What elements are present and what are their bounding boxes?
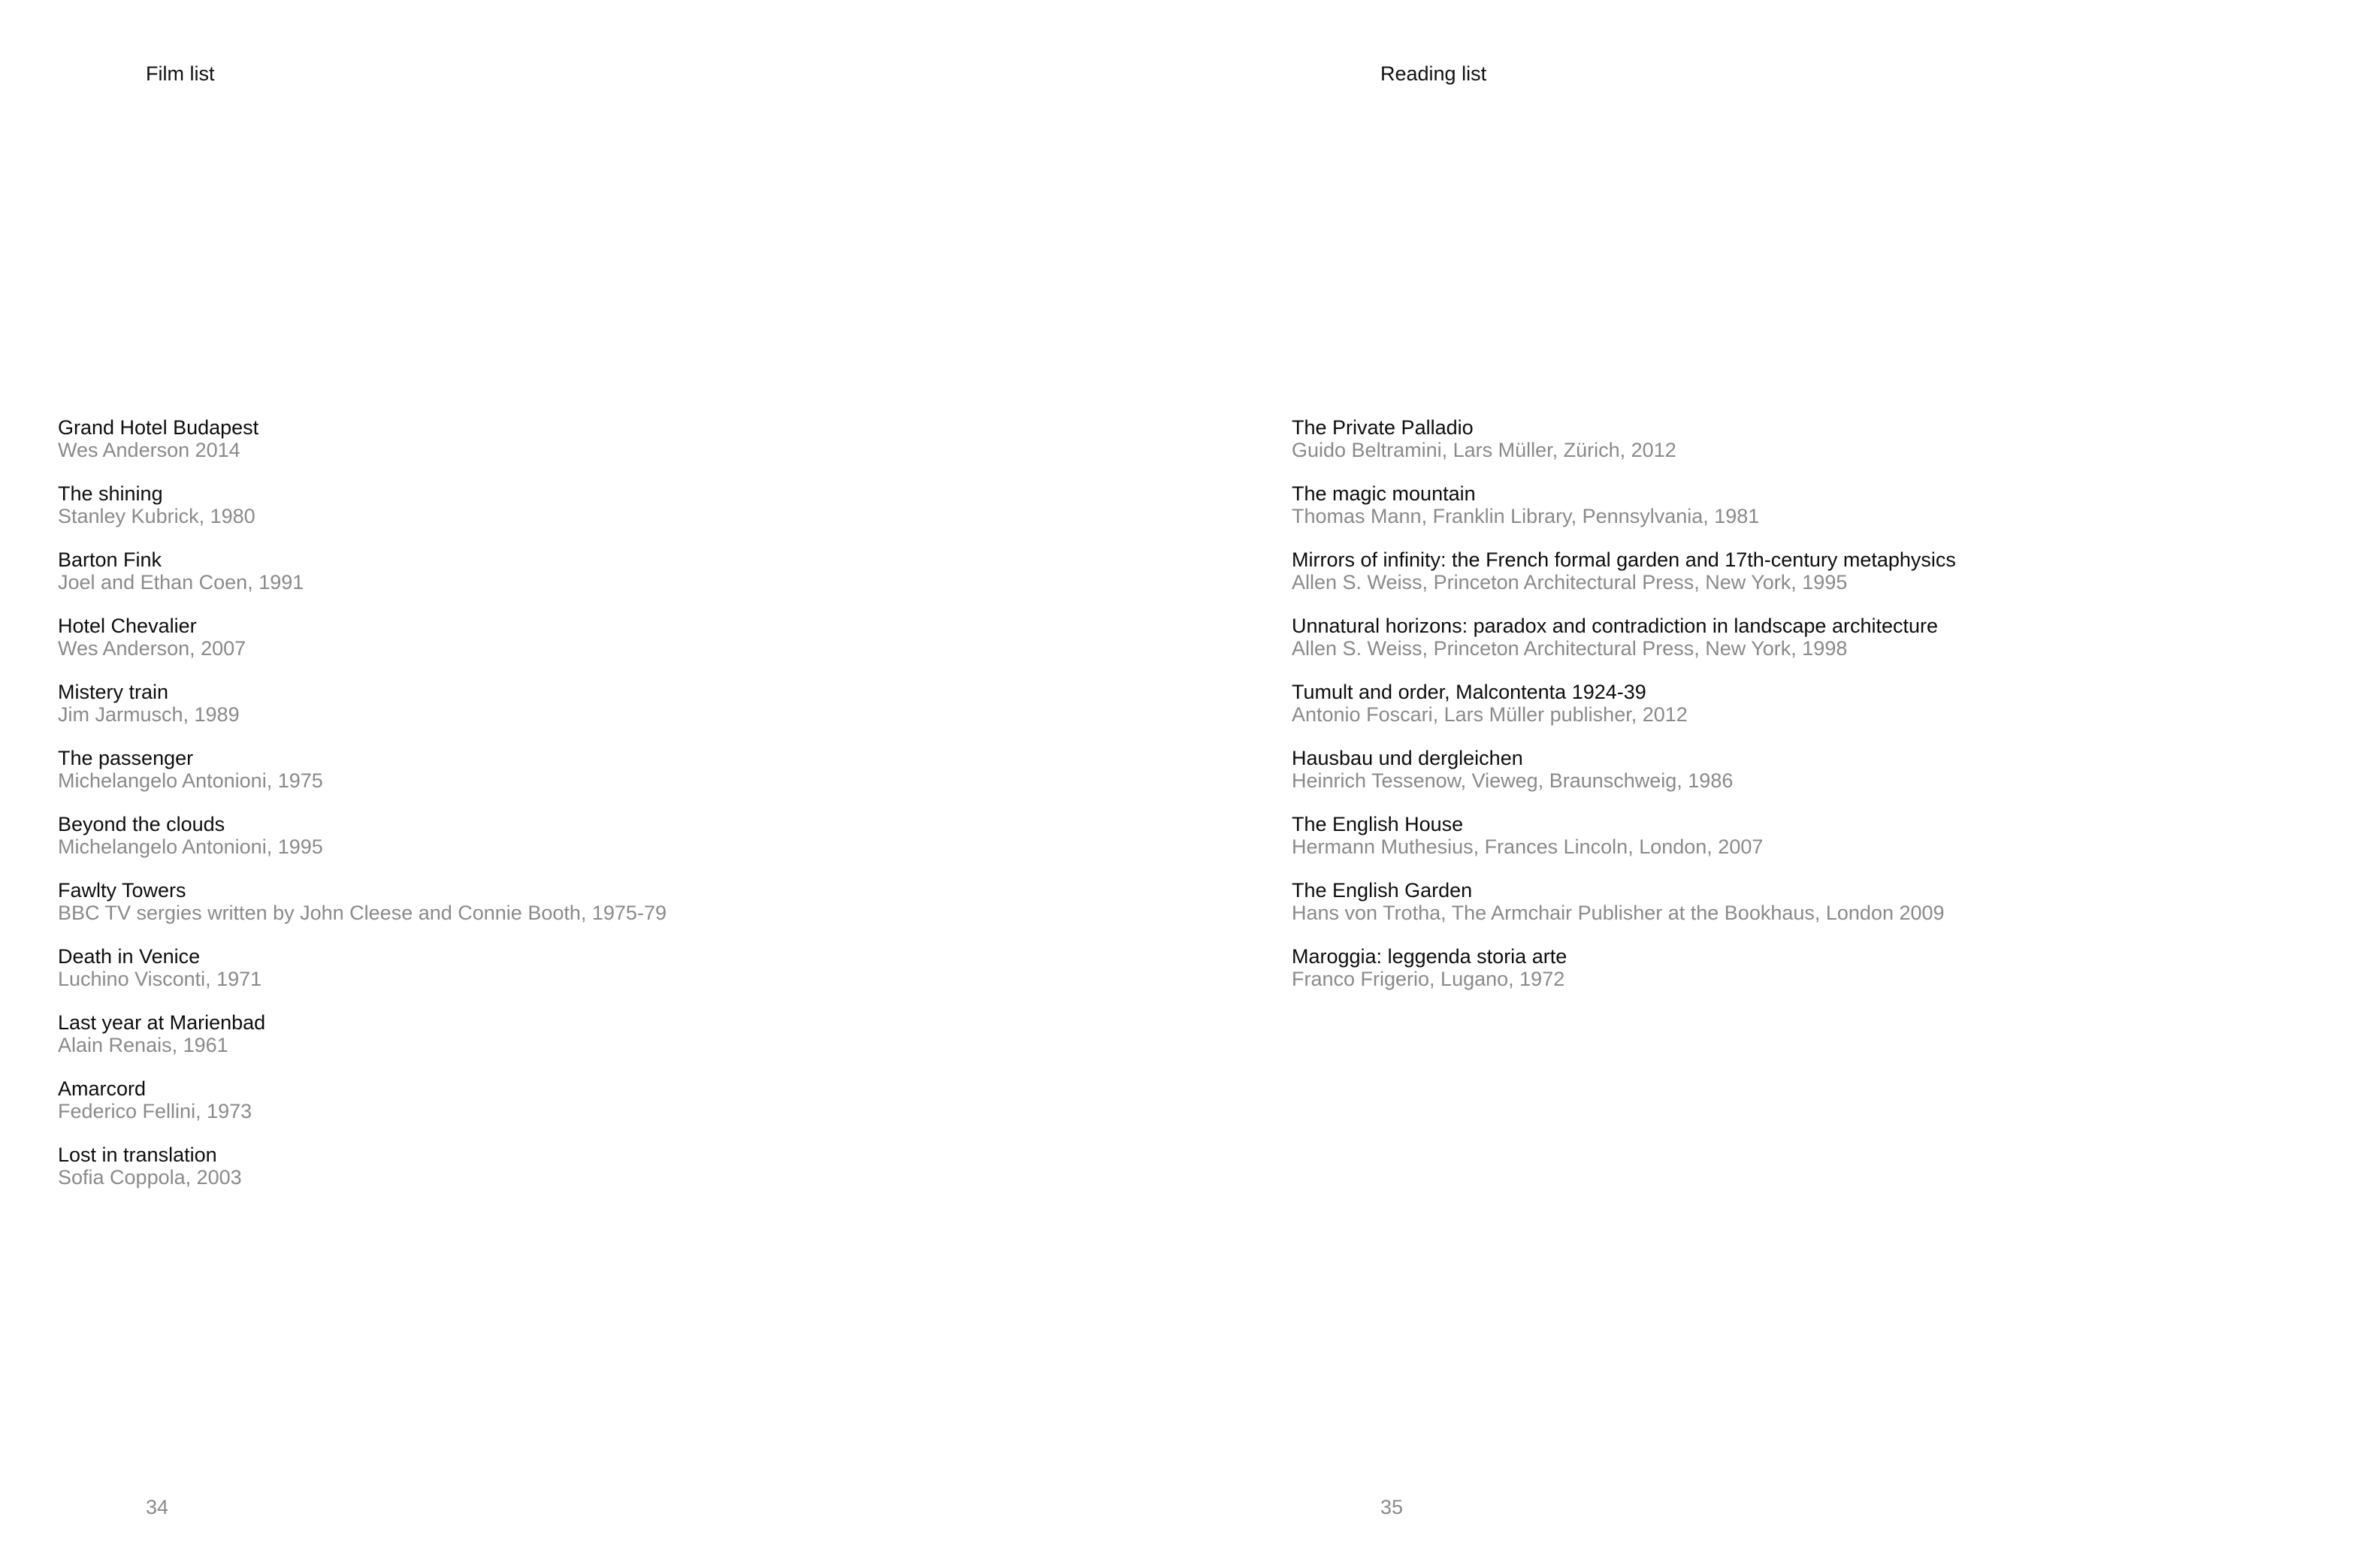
film-director-year: Wes Anderson 2014 [58, 439, 240, 461]
book-title: The magic mountain [1292, 482, 1476, 505]
film-title: Death in Venice [58, 945, 201, 968]
film-title: Grand Hotel Budapest [58, 416, 259, 439]
book-entry [1292, 747, 1956, 813]
reading-list [1292, 416, 1956, 1011]
film-entry [58, 1077, 667, 1144]
film-director-year: Michelangelo Antonioni, 1995 [58, 835, 323, 858]
book-entry [1292, 879, 1956, 945]
film-list [58, 416, 667, 1210]
book-publication-info: Heinrich Tessenow, Vieweg, Braunschweig, 1986 [1292, 769, 1734, 792]
book-entry [1292, 548, 1956, 615]
book-title: The English Garden [1292, 879, 1473, 902]
book-title: Maroggia: leggenda storia arte [1292, 945, 1567, 968]
page-number: 35 [1380, 1496, 1404, 1518]
book-publication-info: Guido Beltramini, Lars Müller, Zürich, 2012 [1292, 439, 1676, 461]
film-title: Fawlty Towers [58, 879, 186, 902]
film-director-year: Luchino Visconti, 1971 [58, 968, 262, 990]
film-entry [58, 482, 667, 548]
film-director-year: Jim Jarmusch, 1989 [58, 703, 240, 726]
book-title: Unnatural horizons: paradox and contradiction in landscape architecture [1292, 615, 1939, 637]
book-entry [1292, 681, 1956, 747]
film-director-year: Stanley Kubrick, 1980 [58, 505, 255, 527]
film-title: The shining [58, 482, 163, 505]
film-director-year: Michelangelo Antonioni, 1975 [58, 769, 323, 792]
book-publication-info: Hans von Trotha, The Armchair Publisher at the Bookhaus, London 2009 [1292, 902, 1945, 924]
film-director-year: Wes Anderson, 2007 [58, 637, 246, 660]
book-publication-info: Allen S. Weiss, Princeton Architectural Press, New York, 1998 [1292, 637, 1848, 660]
film-title: Hotel Chevalier [58, 615, 197, 637]
film-director-year: Joel and Ethan Coen, 1991 [58, 571, 304, 594]
film-director-year: Sofia Coppola, 2003 [58, 1166, 242, 1189]
film-title: Amarcord [58, 1077, 147, 1100]
film-entry [58, 1144, 667, 1210]
film-entry [58, 747, 667, 813]
book-publication-info: Franco Frigerio, Lugano, 1972 [1292, 968, 1565, 990]
film-title: The passenger [58, 747, 194, 769]
film-entry [58, 1011, 667, 1077]
film-entry [58, 813, 667, 879]
page-number: 34 [146, 1496, 169, 1518]
book-entry [1292, 813, 1956, 879]
book-entry [1292, 615, 1956, 681]
film-title: Barton Fink [58, 548, 162, 571]
book-publication-info: Allen S. Weiss, Princeton Architectural Press, New York, 1995 [1292, 571, 1848, 594]
book-entry [1292, 416, 1956, 482]
film-director-year: BBC TV sergies written by John Cleese and Connie Booth, 1975-79 [58, 902, 667, 924]
book-title: The Private Palladio [1292, 416, 1474, 439]
book-publication-info: Hermann Muthesius, Frances Lincoln, London, 2007 [1292, 835, 1764, 858]
film-entry [58, 548, 667, 615]
book-title: Hausbau und dergleichen [1292, 747, 1523, 769]
right-page-reading-list [1184, 0, 2367, 1568]
film-title: Beyond the clouds [58, 813, 225, 835]
film-director-year: Alain Renais, 1961 [58, 1034, 228, 1056]
book-entry [1292, 482, 1956, 548]
book-title: The English House [1292, 813, 1464, 835]
film-title: Mistery train [58, 681, 169, 703]
film-entry [58, 416, 667, 482]
film-entry [58, 615, 667, 681]
film-title: Lost in translation [58, 1144, 217, 1166]
book-publication-info: Antonio Foscari, Lars Müller publisher, 2012 [1292, 703, 1688, 726]
film-director-year: Federico Fellini, 1973 [58, 1100, 252, 1122]
book-title: Mirrors of infinity: the French formal garden and 17th-century metaphysics [1292, 548, 1956, 571]
film-entry [58, 681, 667, 747]
film-entry [58, 945, 667, 1011]
film-list-heading: Film list [146, 62, 215, 85]
book-title: Tumult and order, Malcontenta 1924-39 [1292, 681, 1646, 703]
book-entry [1292, 945, 1956, 1011]
film-title: Last year at Marienbad [58, 1011, 266, 1034]
book-publication-info: Thomas Mann, Franklin Library, Pennsylvania, 1981 [1292, 505, 1760, 527]
reading-list-heading: Reading list [1380, 62, 1487, 85]
film-entry [58, 879, 667, 945]
